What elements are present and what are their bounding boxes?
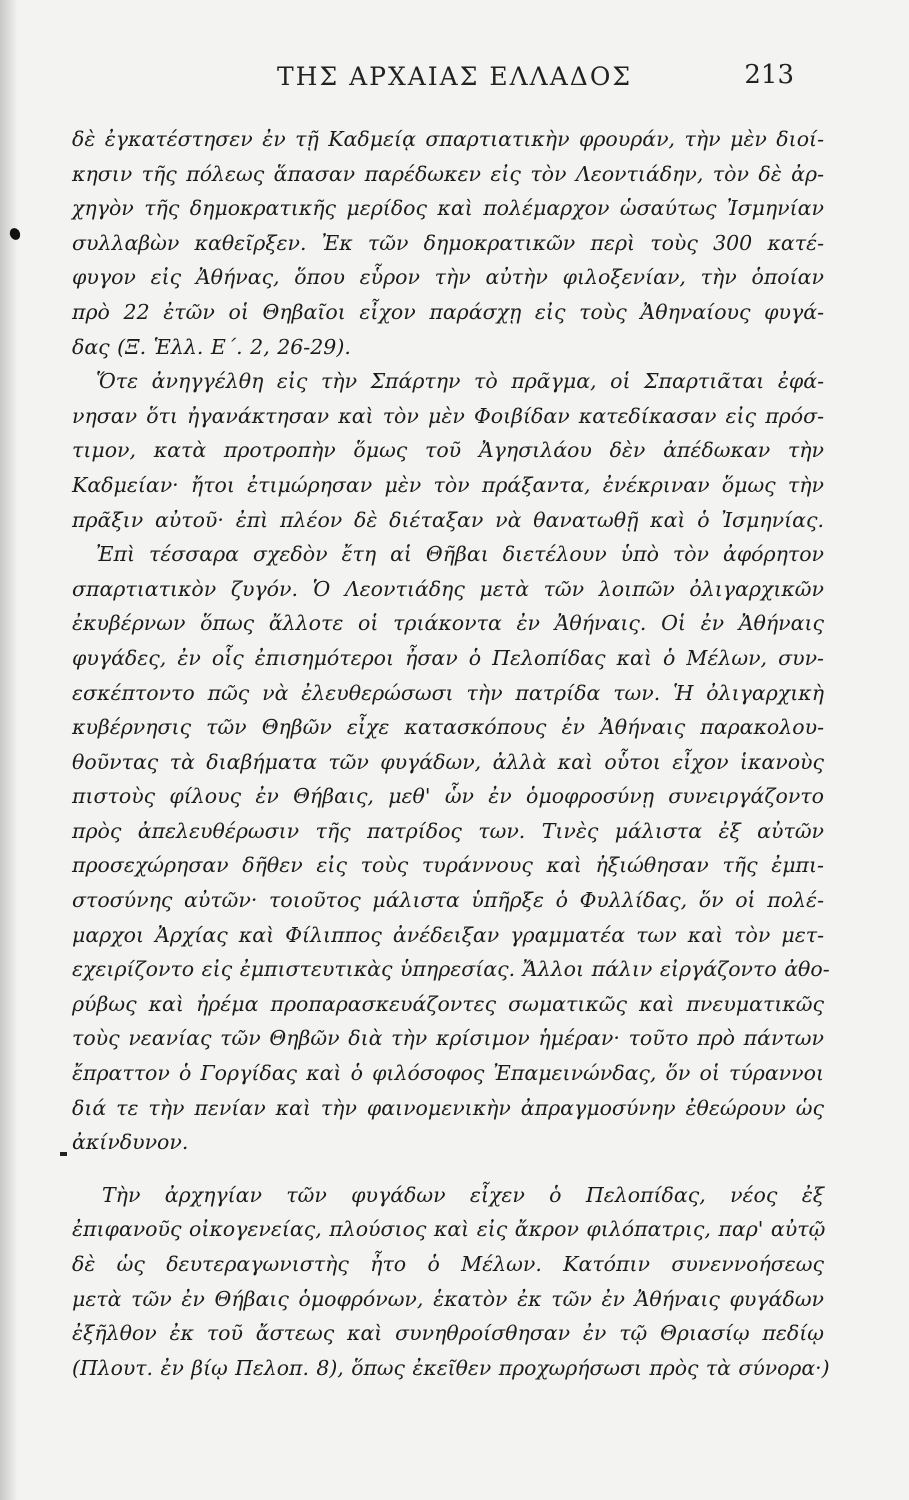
text-line: ἐξῆλθον ἐκ τοῦ ἄστεως καὶ συνηθροίσθησαν ἐν τῷ Θριασίῳ πεδίῳ bbox=[72, 1321, 824, 1346]
text-line: συλλαβὼν καθεῖρξεν. Ἐκ τῶν δημοκρατικῶν περὶ τοὺς 300 κατέ- bbox=[72, 230, 824, 255]
text-line: εσκέπτοντο πῶς νὰ ἐλευθερώσωσι τὴν πατρίδα των. Ἡ ὀλιγαρχικὴ bbox=[72, 680, 824, 705]
text-line: ἐπιφανοῦς οἰκογενείας, πλούσιος καὶ εἰς ἄκρον φιλόπατρις, παρ' αὐτῷ bbox=[72, 1217, 826, 1242]
text-line: στοσύνης αὐτῶν· τοιοῦτος μάλιστα ὑπῆρξε ὁ Φυλλίδας, ὅν οἱ πολέ- bbox=[72, 888, 824, 913]
text-line: πρᾶξιν αὐτοῦ· ἐπὶ πλέον δὲ διέταξαν νὰ θανατωθῇ καὶ ὁ Ἰσμηνίας. bbox=[72, 507, 824, 532]
text-line: φυγον εἰς Ἀθήνας, ὅπου εὗρον τὴν αὐτὴν φιλοξενίαν, τὴν ὁποίαν bbox=[72, 265, 824, 290]
text-line: θοῦντας τὰ διαβήματα τῶν φυγάδων, ἀλλὰ καὶ οὗτοι εἶχον ἱκανοὺς bbox=[72, 749, 824, 774]
page-number: 213 bbox=[744, 60, 794, 90]
text-line: εχειρίζοντο εἰς ἐμπιστευτικὰς ὑπηρεσίας. Ἄλλοι πάλιν εἰργάζοντο ἀθο- bbox=[72, 957, 830, 982]
text-line: Ὅτε ἀνηγγέλθη εἰς τὴν Σπάρτην τὸ πρᾶγμα, οἱ Σπαρτιᾶται ἐφά- bbox=[96, 369, 824, 394]
text-line: δὲ ἐγκατέστησεν ἐν τῇ Καδμείᾳ σπαρτιατικὴν φρουράν, τὴν μὲν διοί- bbox=[72, 127, 824, 151]
text-line: Ἐπὶ τέσσαρα σχεδὸν ἔτη αἱ Θῆβαι διετέλουν ὑπὸ τὸν ἀφόρητον bbox=[96, 542, 824, 567]
text-line: φυγάδες, ἐν οἷς ἐπισημότεροι ἦσαν ὁ Πελοπίδας καὶ ὁ Μέλων, συν- bbox=[72, 645, 824, 670]
text-line: (Πλουτ. ἐν βίῳ Πελοπ. 8), ὅπως ἐκεῖθεν προχωρήσωσι πρὸς τὰ σύνορα·) bbox=[72, 1355, 830, 1380]
text-line: μαρχοι Ἀρχίας καὶ Φίλιππος ἀνέδειξαν γραμματέα των καὶ τὸν μετ- bbox=[72, 922, 824, 947]
ink-mark bbox=[60, 1152, 67, 1156]
text-line: πρὸς ἀπελευθέρωσιν τῆς πατρίδος των. Τινὲς μάλιστα ἐξ αὐτῶν bbox=[72, 818, 824, 843]
text-line: δὲ ὡς δευτεραγωνιστὴς ἦτο ὁ Μέλων. Κατόπιν συνεννοήσεως bbox=[72, 1252, 824, 1276]
text-line: πιστοὺς φίλους ἐν Θήβαις, μεθ' ὧν ἐν ὁμοφροσύνῃ συνειργάζοντο bbox=[72, 784, 824, 809]
paragraph-gap bbox=[72, 1160, 824, 1178]
text-line: διά τε τὴν πενίαν καὶ τὴν φαινομενικὴν ἀπραγμοσύνην ἐθεώρουν ὡς bbox=[72, 1095, 824, 1120]
page-header bbox=[0, 58, 909, 98]
text-line: τοὺς νεανίας τῶν Θηβῶν διὰ τὴν κρίσιμον ἡμέραν· τοῦτο πρὸ πάντων bbox=[72, 1026, 824, 1051]
text-line: τιμον, κατὰ προτροπὴν ὅμως τοῦ Ἀγησιλάου δὲν ἀπέδωκαν τὴν bbox=[72, 438, 824, 463]
text-line: νησαν ὅτι ἠγανάκτησαν καὶ τὸν μὲν Φοιβίδαν κατεδίκασαν εἰς πρόσ- bbox=[72, 403, 824, 428]
text-line: ἔπραττον ὁ Γοργίδας καὶ ὁ φιλόσοφος Ἐπαμεινώνδας, ὅν οἱ τύραννοι bbox=[72, 1061, 824, 1086]
text-line: Τὴν ἀρχηγίαν τῶν φυγάδων εἶχεν ὁ Πελοπίδας, νέος ἐξ bbox=[102, 1182, 824, 1207]
text-line: μετὰ τῶν ἐν Θήβαις ὁμοφρόνων, ἑκατὸν ἐκ τῶν ἐν Ἀθήναις φυγάδων bbox=[72, 1286, 824, 1311]
text-line: σπαρτιατικὸν ζυγόν. Ὁ Λεοντιάδης μετὰ τῶν λοιπῶν ὀλιγαρχικῶν bbox=[72, 576, 824, 601]
text-line: ἀκίνδυνον. bbox=[72, 1130, 189, 1155]
text-line: προσεχώρησαν δῆθεν εἰς τοὺς τυράννους καὶ ἠξιώθησαν τῆς ἐμπι- bbox=[72, 853, 824, 878]
running-head: ΤΗΣ ΑΡΧΑΙΑΣ ΕΛΛΑΔΟΣ bbox=[276, 62, 633, 91]
text-line: χηγὸν τῆς δημοκρατικῆς μερίδος καὶ πολέμαρχον ὡσαύτως Ἰσμηνίαν bbox=[72, 196, 824, 221]
text-line: Καδμείαν· ἤτοι ἐτιμώρησαν μὲν τὸν πράξαντα, ἐνέκριναν ὅμως τὴν bbox=[72, 472, 824, 497]
text-line: δας (Ξ. Ἑλλ. Ε΄. 2, 26-29). bbox=[72, 334, 351, 359]
ink-smudge bbox=[8, 226, 22, 241]
body-text bbox=[72, 122, 830, 1385]
text-line: κυβέρνησις τῶν Θηβῶν εἶχε κατασκόπους ἐν Ἀθήναις παρακολου- bbox=[72, 715, 824, 740]
text-line: πρὸ 22 ἐτῶν οἱ Θηβαῖοι εἶχον παράσχῃ εἰς τοὺς Ἀθηναίους φυγά- bbox=[72, 299, 824, 324]
text-line: κησιν τῆς πόλεως ἅπασαν παρέδωκεν εἰς τὸν Λεοντιάδην, τὸν δὲ ἀρ- bbox=[72, 161, 824, 186]
text-line: ρύβως καὶ ἠρέμα προπαρασκευάζοντες σωματικῶς καὶ πνευματικῶς bbox=[72, 991, 824, 1016]
text-line: ἐκυβέρνων ὅπως ἄλλοτε οἱ τριάκοντα ἐν Ἀθήναις. Οἱ ἐν Ἀθήναις bbox=[72, 611, 824, 636]
